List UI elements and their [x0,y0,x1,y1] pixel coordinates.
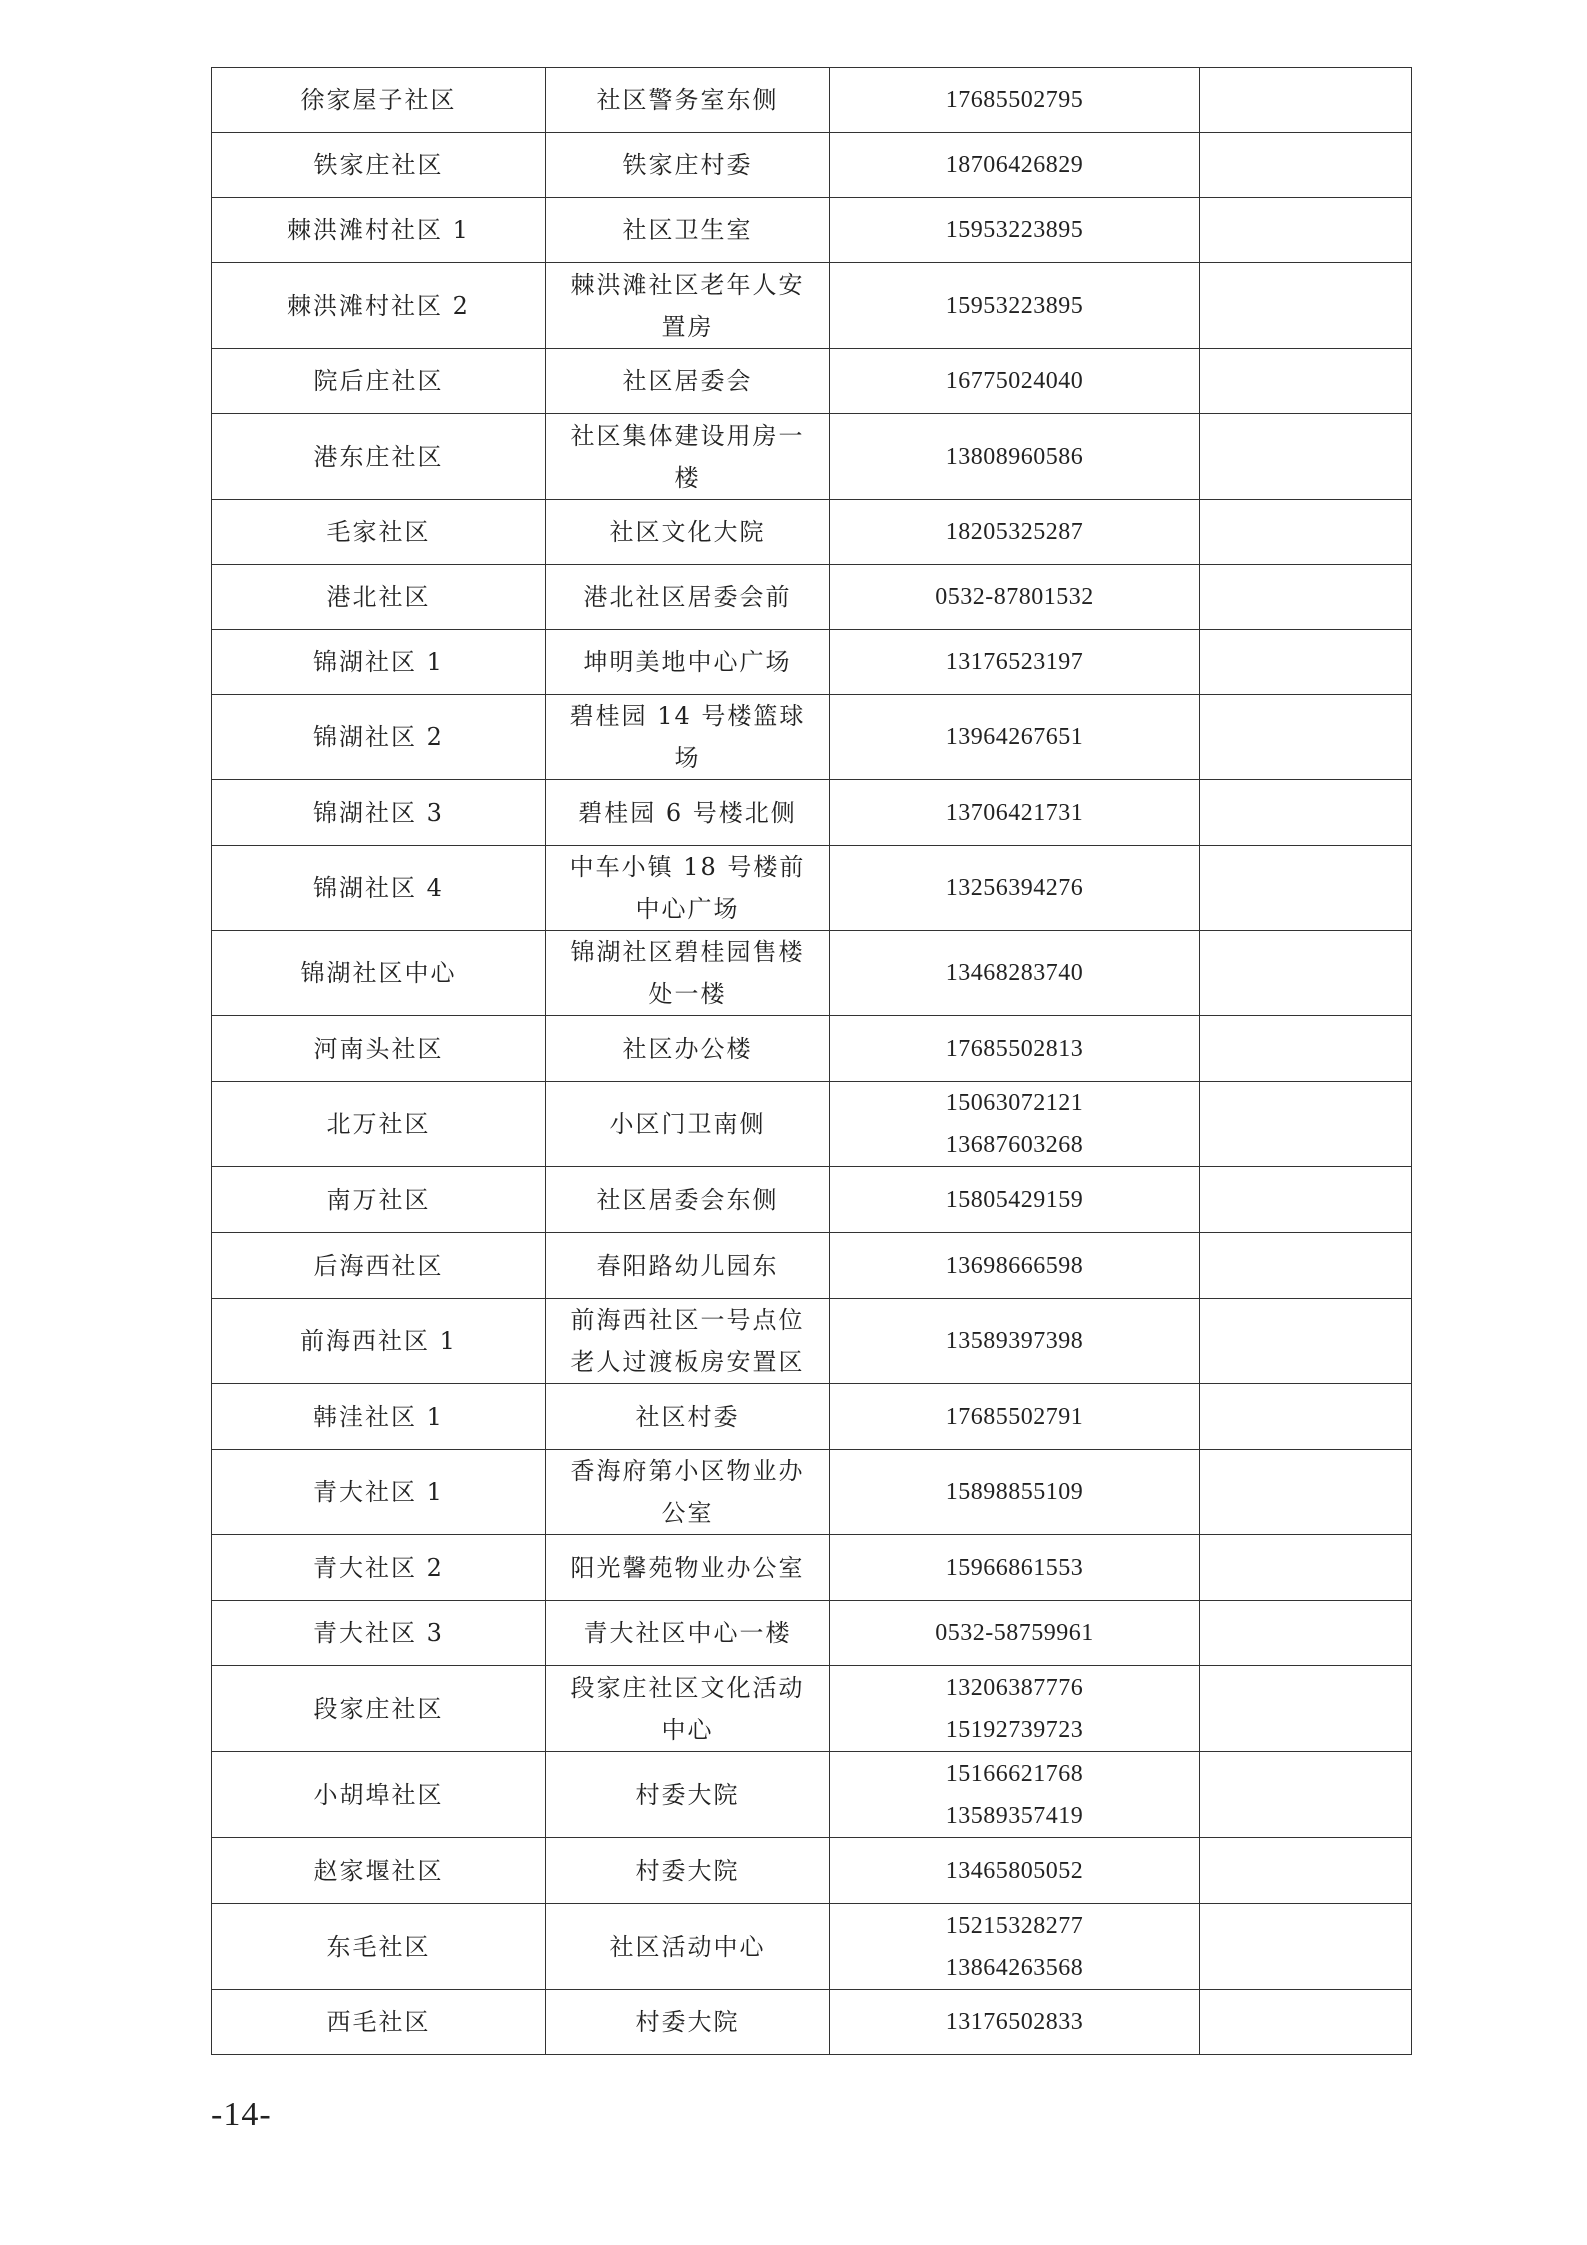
community-name-cell: 北万社区 [212,1082,546,1167]
community-name-cell: 青大社区 3 [212,1601,546,1666]
remark-cell [1200,565,1412,630]
remark-cell [1200,780,1412,846]
table-row [212,349,1412,414]
community-name-cell: 棘洪滩村社区 1 [212,198,546,263]
community-name-cell: 港北社区 [212,565,546,630]
phone-cell [830,500,1200,565]
phone-number: 0532-58759961 [935,1620,1094,1646]
table-row [212,695,1412,780]
remark-cell [1200,846,1412,931]
location-cell: 坤明美地中心广场 [546,630,830,695]
table-row [212,780,1412,846]
remark-cell [1200,1752,1412,1838]
phone-cell [830,1450,1200,1535]
table-row [212,630,1412,695]
remark-cell [1200,1082,1412,1167]
community-name-cell: 前海西社区 1 [212,1299,546,1384]
community-name-cell: 东毛社区 [212,1904,546,1990]
page-number: -14- [211,2096,272,2133]
table-row [212,1990,1412,2055]
phone-number: 18706426829 [945,152,1084,178]
location-cell: 前海西社区一号点位老人过渡板房安置区 [546,1299,830,1384]
remark-cell [1200,630,1412,695]
remark-cell [1200,1990,1412,2055]
phone-number: 13864263568 [945,1954,1084,1981]
community-name-cell: 院后庄社区 [212,349,546,414]
location-cell: 港北社区居委会前 [546,565,830,630]
location-cell: 阳光馨苑物业办公室 [546,1535,830,1601]
location-cell: 香海府第小区物业办公室 [546,1450,830,1535]
location-cell: 段家庄社区文化活动中心 [546,1666,830,1752]
phone-number: 13964267651 [945,724,1084,750]
table-row [212,133,1412,198]
phone-number: 18205325287 [945,519,1084,545]
phone-cell [830,630,1200,695]
phone-cell [830,1904,1200,1990]
location-cell: 春阳路幼儿园东 [546,1233,830,1299]
table-row [212,1233,1412,1299]
location-cell: 社区村委 [546,1384,830,1450]
location-cell: 村委大院 [546,1752,830,1838]
table-row [212,500,1412,565]
phone-cell [830,349,1200,414]
phone-number: 17685502791 [945,1403,1084,1430]
remark-cell [1200,1167,1412,1233]
phone-number: 13465805052 [945,1857,1084,1884]
remark-cell [1200,500,1412,565]
phone-cell [830,1990,1200,2055]
community-name-cell: 段家庄社区 [212,1666,546,1752]
community-name-cell: 锦湖社区 2 [212,695,546,780]
community-name-cell: 小胡埠社区 [212,1752,546,1838]
phone-cell [830,198,1200,263]
remark-cell [1200,1233,1412,1299]
remark-cell [1200,1450,1412,1535]
phone-number: 15192739723 [945,1716,1084,1743]
remark-cell [1200,1016,1412,1082]
phone-number: 13256394276 [945,875,1084,901]
phone-cell [830,133,1200,198]
phone-number: 0532-87801532 [935,584,1094,610]
community-name-cell: 后海西社区 [212,1233,546,1299]
phone-number: 13206387776 [945,1674,1084,1701]
phone-cell [830,1601,1200,1666]
remark-cell [1200,1299,1412,1384]
phone-number: 13589397398 [945,1328,1084,1354]
phone-cell [830,846,1200,931]
community-name-cell: 棘洪滩村社区 2 [212,263,546,349]
location-cell: 青大社区中心一楼 [546,1601,830,1666]
remark-cell [1200,263,1412,349]
phone-number: 15953223895 [945,292,1084,319]
location-cell: 社区卫生室 [546,198,830,263]
phone-number: 13706421731 [945,799,1084,826]
phone-cell [830,565,1200,630]
table-body [212,68,1412,2055]
location-cell: 铁家庄村委 [546,133,830,198]
location-cell: 碧桂园 14 号楼篮球场 [546,695,830,780]
table-row [212,1016,1412,1082]
phone-cell [830,68,1200,133]
community-name-cell: 徐家屋子社区 [212,68,546,133]
remark-cell [1200,349,1412,414]
community-name-cell: 赵家堰社区 [212,1838,546,1904]
remark-cell [1200,1535,1412,1601]
phone-number: 15966861553 [945,1554,1084,1581]
remark-cell [1200,1904,1412,1990]
phone-cell [830,1233,1200,1299]
phone-cell [830,1384,1200,1450]
phone-number: 13589357419 [945,1802,1084,1829]
location-cell: 碧桂园 6 号楼北侧 [546,780,830,846]
community-name-cell: 锦湖社区 3 [212,780,546,846]
phone-cell [830,931,1200,1016]
phone-cell [830,1082,1200,1167]
phone-number: 13468283740 [945,960,1084,986]
location-cell: 锦湖社区碧桂园售楼处一楼 [546,931,830,1016]
remark-cell [1200,68,1412,133]
table-row [212,198,1412,263]
table-row [212,1450,1412,1535]
phone-number: 13698666598 [945,1252,1084,1279]
phone-cell [830,263,1200,349]
phone-cell [830,780,1200,846]
phone-number: 16775024040 [945,368,1084,394]
table-row [212,1752,1412,1838]
phone-number: 13176523197 [945,649,1084,675]
community-contact-table [211,67,1412,2055]
phone-number: 15215328277 [945,1912,1084,1939]
remark-cell [1200,1838,1412,1904]
phone-cell [830,1666,1200,1752]
phone-cell [830,1535,1200,1601]
community-name-cell: 韩洼社区 1 [212,1384,546,1450]
phone-number: 13176502833 [945,2009,1084,2035]
remark-cell [1200,931,1412,1016]
community-name-cell: 河南头社区 [212,1016,546,1082]
table-row [212,1535,1412,1601]
remark-cell [1200,414,1412,500]
phone-number: 15166621768 [945,1760,1084,1787]
community-name-cell: 锦湖社区 1 [212,630,546,695]
table-row [212,565,1412,630]
phone-number: 15805429159 [945,1186,1084,1213]
table-row [212,1299,1412,1384]
remark-cell [1200,695,1412,780]
table-row [212,263,1412,349]
community-name-cell: 青大社区 1 [212,1450,546,1535]
location-cell: 村委大院 [546,1838,830,1904]
phone-cell [830,1016,1200,1082]
table-row [212,931,1412,1016]
phone-cell [830,1167,1200,1233]
phone-cell [830,414,1200,500]
location-cell: 社区居委会 [546,349,830,414]
phone-number: 17685502813 [945,1035,1084,1062]
community-name-cell: 西毛社区 [212,1990,546,2055]
community-name-cell: 港东庄社区 [212,414,546,500]
location-cell: 社区警务室东侧 [546,68,830,133]
community-name-cell: 毛家社区 [212,500,546,565]
phone-cell [830,1299,1200,1384]
phone-cell [830,1752,1200,1838]
phone-number: 15063072121 [945,1090,1084,1116]
location-cell: 社区文化大院 [546,500,830,565]
remark-cell [1200,133,1412,198]
location-cell: 中车小镇 18 号楼前中心广场 [546,846,830,931]
remark-cell [1200,1384,1412,1450]
location-cell: 社区活动中心 [546,1904,830,1990]
table-row [212,414,1412,500]
location-cell: 小区门卫南侧 [546,1082,830,1167]
table-row [212,1082,1412,1167]
community-name-cell: 铁家庄社区 [212,133,546,198]
location-cell: 村委大院 [546,1990,830,2055]
table-row [212,1167,1412,1233]
community-name-cell: 锦湖社区 4 [212,846,546,931]
remark-cell [1200,1666,1412,1752]
phone-number: 17685502795 [945,87,1084,113]
phone-number: 15953223895 [945,217,1084,243]
table-row [212,1904,1412,1990]
community-name-cell: 青大社区 2 [212,1535,546,1601]
community-name-cell: 南万社区 [212,1167,546,1233]
phone-number: 13687603268 [945,1132,1084,1158]
table-row [212,846,1412,931]
location-cell: 棘洪滩社区老年人安置房 [546,263,830,349]
table-row [212,68,1412,133]
table-row [212,1384,1412,1450]
table-row [212,1838,1412,1904]
community-name-cell: 锦湖社区中心 [212,931,546,1016]
remark-cell [1200,198,1412,263]
phone-number: 15898855109 [945,1479,1084,1505]
phone-number: 13808960586 [945,443,1084,470]
location-cell: 社区办公楼 [546,1016,830,1082]
remark-cell [1200,1601,1412,1666]
table-row [212,1666,1412,1752]
location-cell: 社区居委会东侧 [546,1167,830,1233]
location-cell: 社区集体建设用房一楼 [546,414,830,500]
table-row [212,1601,1412,1666]
phone-cell [830,695,1200,780]
phone-cell [830,1838,1200,1904]
